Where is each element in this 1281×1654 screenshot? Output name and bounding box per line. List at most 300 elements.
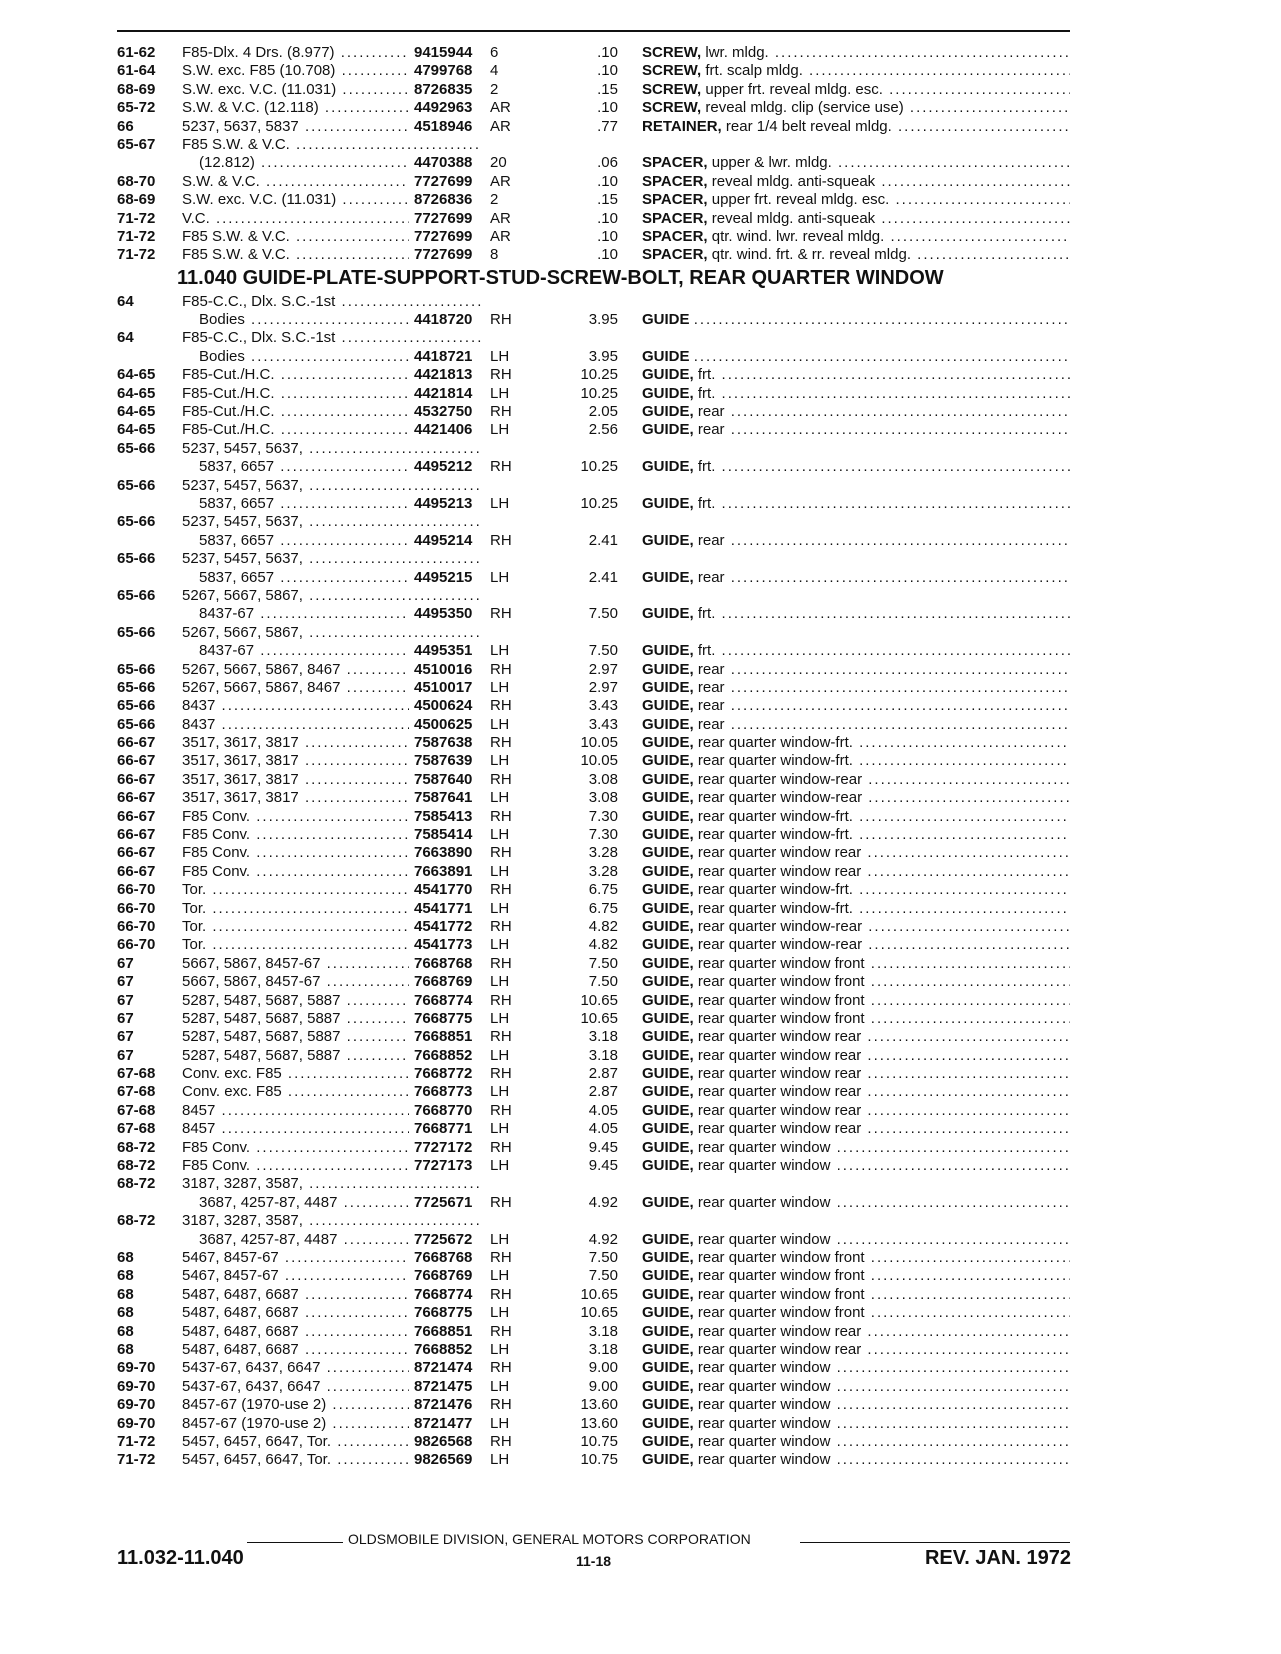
table-row <box>117 311 1072 329</box>
application: 5487, 6487, 6687 ..... <box>182 1341 482 1359</box>
application: 5267, 5667, 5867, ..... <box>182 587 482 605</box>
application: 3517, 3617, 3817 ..... <box>182 789 482 807</box>
part-number: 7668851 <box>409 1028 491 1046</box>
description <box>642 1047 1070 1065</box>
part-detail: rear quarter window rear <box>697 844 862 862</box>
model-years: 67 <box>117 973 134 991</box>
part-name: SCREW, <box>642 44 702 61</box>
application: 8457 ..... <box>182 1120 482 1138</box>
description <box>642 992 1070 1010</box>
part-number: 7668771 <box>409 1120 491 1138</box>
table-row <box>117 550 1072 568</box>
quantity: RH <box>490 403 512 421</box>
table-row <box>117 955 1072 973</box>
part-name: GUIDE, <box>642 1083 694 1101</box>
part-detail: reveal mldg. anti-squeak <box>711 172 876 190</box>
part-detail: rear <box>697 531 725 549</box>
application: 8437-67 ..... <box>199 642 482 660</box>
price: .10 <box>597 99 618 117</box>
part-number: 7727699 <box>409 246 491 264</box>
table-row <box>117 992 1072 1010</box>
parts-list <box>117 44 1072 1470</box>
quantity: RH <box>490 531 512 549</box>
footer-rule-left <box>247 1542 343 1543</box>
model-years: 68 <box>117 1304 134 1322</box>
description <box>642 118 1070 136</box>
part-detail: rear <box>697 421 725 439</box>
part-number: 4500625 <box>409 716 491 734</box>
quantity: 2 <box>490 191 499 209</box>
part-number: 4495350 <box>409 605 491 623</box>
application: 5237, 5457, 5637, ..... <box>182 477 482 495</box>
description <box>642 154 1070 172</box>
model-years: 65-66 <box>117 660 156 678</box>
application: S.W. exc. F85 (10.708) ..... <box>182 62 482 80</box>
price: 4.92 <box>588 1230 618 1248</box>
description <box>642 99 1070 117</box>
part-name: GUIDE, <box>642 1230 694 1248</box>
top-rule <box>117 30 1070 32</box>
price: 3.08 <box>588 789 618 807</box>
part-name: GUIDE, <box>642 734 694 752</box>
application: 3517, 3617, 3817 ..... <box>182 734 482 752</box>
part-detail: rear <box>697 568 725 586</box>
part-number: 4495214 <box>409 532 491 550</box>
price: 7.50 <box>588 973 618 991</box>
part-name: GUIDE, <box>642 807 694 825</box>
application: 5237, 5457, 5637, ..... <box>182 550 482 568</box>
price: 10.25 <box>580 494 618 512</box>
description <box>642 1065 1070 1083</box>
model-years: 68-72 <box>117 1212 156 1230</box>
application: F85 Conv. ..... <box>182 1139 482 1157</box>
description <box>642 734 1070 752</box>
table-row <box>117 716 1072 734</box>
model-years: 66 <box>117 117 134 135</box>
part-detail: frt. <box>697 642 716 660</box>
quantity: RH <box>490 605 512 623</box>
table-row <box>117 642 1072 660</box>
model-years: 66-70 <box>117 899 156 917</box>
part-number: 7587638 <box>409 734 491 752</box>
quantity: RH <box>490 1396 512 1414</box>
price: 2.87 <box>588 1083 618 1101</box>
price: 7.50 <box>588 642 618 660</box>
part-name: GUIDE, <box>642 954 694 972</box>
table-row <box>117 329 1072 347</box>
table-row <box>117 1047 1072 1065</box>
part-number: 7727699 <box>409 228 491 246</box>
application: 5667, 5867, 8457-67 ..... <box>182 973 482 991</box>
part-detail: rear quarter window <box>697 1359 831 1377</box>
price: 10.75 <box>580 1451 618 1469</box>
part-number: 7668769 <box>409 1267 491 1285</box>
price: 10.75 <box>580 1432 618 1450</box>
table-row <box>117 1065 1072 1083</box>
price: .15 <box>597 80 618 98</box>
application: F85-Cut./H.C. ..... <box>182 366 482 384</box>
part-name: GUIDE, <box>642 789 694 807</box>
quantity: RH <box>490 844 512 862</box>
part-detail: rear quarter window-rear <box>697 789 863 807</box>
application: F85 Conv. ..... <box>182 1157 482 1175</box>
part-name: SCREW, <box>642 80 702 98</box>
table-row <box>117 1304 1072 1322</box>
quantity: RH <box>490 1432 512 1450</box>
price: 6.75 <box>588 881 618 899</box>
quantity: AR <box>490 172 511 190</box>
part-detail: rear quarter window <box>697 1138 831 1156</box>
description <box>642 1433 1070 1451</box>
quantity: RH <box>490 660 512 678</box>
table-row <box>117 458 1072 476</box>
model-years: 64-65 <box>117 421 156 439</box>
application: F85-C.C., Dlx. S.C.-1st ..... <box>182 329 482 347</box>
price: 4.82 <box>588 917 618 935</box>
table-row <box>117 366 1072 384</box>
part-number: 4495351 <box>409 642 491 660</box>
quantity: RH <box>490 1065 512 1083</box>
description <box>642 532 1070 550</box>
application: 5457, 6457, 6647, Tor. ..... <box>182 1433 482 1451</box>
price: 4.82 <box>588 936 618 954</box>
part-number: 7725671 <box>409 1194 491 1212</box>
description <box>642 569 1070 587</box>
application: S.W. exc. V.C. (11.031) ..... <box>182 191 482 209</box>
quantity: LH <box>490 1230 510 1248</box>
quantity: RH <box>490 807 512 825</box>
table-row <box>117 844 1072 862</box>
quantity: RH <box>490 991 512 1009</box>
model-years: 67-68 <box>117 1101 156 1119</box>
table-row <box>117 771 1072 789</box>
part-name: GUIDE, <box>642 1120 694 1138</box>
part-number: 7725672 <box>409 1231 491 1249</box>
part-detail: rear quarter window rear <box>697 1046 862 1064</box>
application: 5267, 5667, 5867, 8467 ..... <box>182 679 482 697</box>
model-years: 69-70 <box>117 1414 156 1432</box>
part-number: 9826569 <box>409 1451 491 1469</box>
description <box>642 1451 1070 1469</box>
part-number: 7668768 <box>409 955 491 973</box>
description <box>642 1157 1070 1175</box>
application: Tor. ..... <box>182 918 482 936</box>
part-detail: rear quarter window-rear <box>697 770 863 788</box>
table-row <box>117 1139 1072 1157</box>
quantity: 2 <box>490 80 499 98</box>
price: 10.05 <box>580 752 618 770</box>
application: F85-Cut./H.C. ..... <box>182 385 482 403</box>
table-row <box>117 1286 1072 1304</box>
footer-rule-right <box>800 1542 1070 1543</box>
part-name: GUIDE, <box>642 1028 694 1046</box>
quantity: LH <box>490 1340 510 1358</box>
model-years: 66-70 <box>117 881 156 899</box>
description <box>642 1341 1070 1359</box>
part-detail: reveal mldg. anti-squeak <box>711 209 876 227</box>
application: Conv. exc. F85 ..... <box>182 1065 482 1083</box>
part-number: 4799768 <box>409 62 491 80</box>
application: 5237, 5457, 5637, ..... <box>182 513 482 531</box>
quantity: LH <box>490 1451 510 1469</box>
part-name: GUIDE, <box>642 660 694 678</box>
part-name: SCREW, <box>642 99 702 117</box>
description <box>642 44 1070 62</box>
part-name: GUIDE, <box>642 366 694 384</box>
description <box>642 403 1070 421</box>
quantity: AR <box>490 227 511 245</box>
application: F85 S.W. & V.C. ..... <box>182 136 482 154</box>
table-row <box>117 81 1072 99</box>
model-years: 65-66 <box>117 586 156 604</box>
application: F85-Cut./H.C. ..... <box>182 421 482 439</box>
table-row <box>117 1120 1072 1138</box>
quantity: LH <box>490 936 510 954</box>
part-number: 9415944 <box>409 44 491 62</box>
application: 5267, 5667, 5867, 8467 ..... <box>182 661 482 679</box>
application: 5237, 5457, 5637, ..... <box>182 440 482 458</box>
model-years: 66-67 <box>117 844 156 862</box>
price: 13.60 <box>580 1414 618 1432</box>
part-name: GUIDE, <box>642 1340 694 1358</box>
part-name: GUIDE, <box>642 917 694 935</box>
application: Bodies ..... <box>199 348 482 366</box>
part-number: 4421814 <box>409 385 491 403</box>
price: 7.50 <box>588 954 618 972</box>
quantity: LH <box>490 1083 510 1101</box>
description <box>642 1231 1070 1249</box>
price: .10 <box>597 44 618 61</box>
description <box>642 1396 1070 1414</box>
price: 10.25 <box>580 366 618 384</box>
application: 8437 ..... <box>182 716 482 734</box>
part-number: 4518946 <box>409 118 491 136</box>
table-row <box>117 513 1072 531</box>
model-years: 64-65 <box>117 384 156 402</box>
model-years: 71-72 <box>117 227 156 245</box>
model-years: 68 <box>117 1340 134 1358</box>
table-row <box>117 62 1072 80</box>
application: 5837, 6657 ..... <box>199 458 482 476</box>
table-row <box>117 1157 1072 1175</box>
part-number: 7585413 <box>409 808 491 826</box>
description <box>642 495 1070 513</box>
description <box>642 311 1070 329</box>
table-row <box>117 789 1072 807</box>
price: 10.05 <box>580 734 618 752</box>
quantity: LH <box>490 1267 510 1285</box>
price: 2.41 <box>588 568 618 586</box>
part-detail: rear quarter window <box>697 1230 831 1248</box>
application: F85 Conv. ..... <box>182 808 482 826</box>
table-row <box>117 1341 1072 1359</box>
part-number: 8721477 <box>409 1415 491 1433</box>
parts-group-quarter-window <box>117 293 1072 1470</box>
part-detail: lwr. mldg. <box>705 44 769 61</box>
quantity: RH <box>490 458 512 476</box>
quantity: LH <box>490 1414 510 1432</box>
description <box>642 1359 1070 1377</box>
quantity: 20 <box>490 154 507 172</box>
model-years: 68-69 <box>117 191 156 209</box>
part-number: 7668772 <box>409 1065 491 1083</box>
application: 5487, 6487, 6687 ..... <box>182 1323 482 1341</box>
quantity: AR <box>490 209 511 227</box>
model-years: 68 <box>117 1285 134 1303</box>
table-row <box>117 440 1072 458</box>
model-years: 66-67 <box>117 807 156 825</box>
application: 8437-67 ..... <box>199 605 482 623</box>
description <box>642 808 1070 826</box>
model-years: 68-72 <box>117 1175 156 1193</box>
parts-group-mouldings <box>117 44 1072 265</box>
table-row <box>117 863 1072 881</box>
model-years: 65-66 <box>117 697 156 715</box>
part-number: 7585414 <box>409 826 491 844</box>
part-number: 4495212 <box>409 458 491 476</box>
part-number: 7663891 <box>409 863 491 881</box>
application: F85 S.W. & V.C. ..... <box>182 228 482 246</box>
table-row <box>117 403 1072 421</box>
price: 3.08 <box>588 770 618 788</box>
part-number: 4510017 <box>409 679 491 697</box>
model-years: 66-67 <box>117 862 156 880</box>
quantity: LH <box>490 789 510 807</box>
quantity: RH <box>490 1285 512 1303</box>
model-years: 66-70 <box>117 917 156 935</box>
part-detail: rear quarter window rear <box>697 1028 862 1046</box>
part-name: GUIDE, <box>642 1285 694 1303</box>
model-years: 68-72 <box>117 1157 156 1175</box>
part-detail: upper frt. reveal mldg. esc. <box>705 80 883 98</box>
quantity: RH <box>490 1193 512 1211</box>
table-row <box>117 348 1072 366</box>
model-years: 65-66 <box>117 623 156 641</box>
price: 2.41 <box>588 531 618 549</box>
table-row <box>117 808 1072 826</box>
description <box>642 246 1070 264</box>
quantity: LH <box>490 752 510 770</box>
price: 7.30 <box>588 826 618 844</box>
model-years: 64 <box>117 292 134 310</box>
application: 3187, 3287, 3587, ..... <box>182 1212 482 1230</box>
application: S.W. & V.C. (12.118) ..... <box>182 99 482 117</box>
part-name: GUIDE, <box>642 1009 694 1027</box>
quantity: LH <box>490 678 510 696</box>
footer-division: OLDSMOBILE DIVISION, GENERAL MOTORS CORPORATION <box>348 1531 751 1547</box>
part-detail: upper & lwr. mldg. <box>711 154 832 172</box>
model-years: 68 <box>117 1267 134 1285</box>
description <box>642 348 1070 366</box>
part-detail: rear quarter window rear <box>697 1101 862 1119</box>
application: 5287, 5487, 5687, 5887 ..... <box>182 1028 482 1046</box>
price: .10 <box>597 246 618 264</box>
part-number: 4500624 <box>409 697 491 715</box>
part-number: 4470388 <box>409 154 491 172</box>
model-years: 65-66 <box>117 476 156 494</box>
description <box>642 1286 1070 1304</box>
part-name: GUIDE, <box>642 770 694 788</box>
table-row <box>117 246 1072 264</box>
part-detail: rear quarter window <box>697 1377 831 1395</box>
table-row <box>117 1323 1072 1341</box>
model-years: 67 <box>117 1009 134 1027</box>
table-row <box>117 477 1072 495</box>
model-years: 65-66 <box>117 550 156 568</box>
description <box>642 605 1070 623</box>
part-name: GUIDE, <box>642 881 694 899</box>
price: .77 <box>597 117 618 135</box>
quantity: RH <box>490 770 512 788</box>
footer-page-number: 11-18 <box>576 1553 612 1569</box>
quantity: RH <box>490 881 512 899</box>
model-years: 68-70 <box>117 172 156 190</box>
part-name: SPACER, <box>642 209 708 227</box>
model-years: 67-68 <box>117 1120 156 1138</box>
model-years: 69-70 <box>117 1396 156 1414</box>
part-name: GUIDE, <box>642 494 694 512</box>
application: F85 Conv. ..... <box>182 844 482 862</box>
application: Tor. ..... <box>182 881 482 899</box>
part-detail: rear quarter window <box>697 1414 831 1432</box>
application: 5457, 6457, 6647, Tor. ..... <box>182 1451 482 1469</box>
quantity: LH <box>490 494 510 512</box>
price: 2.87 <box>588 1065 618 1083</box>
part-number: 4421406 <box>409 421 491 439</box>
quantity: RH <box>490 311 512 329</box>
quantity: 6 <box>490 44 499 61</box>
description <box>642 679 1070 697</box>
table-row <box>117 752 1072 770</box>
table-row <box>117 1249 1072 1267</box>
part-number: 7668773 <box>409 1083 491 1101</box>
table-row <box>117 1415 1072 1433</box>
part-name: GUIDE, <box>642 1451 694 1469</box>
application: F85 Conv. ..... <box>182 826 482 844</box>
part-name: SPACER, <box>642 191 708 209</box>
table-row <box>117 881 1072 899</box>
description <box>642 918 1070 936</box>
part-name: RETAINER, <box>642 117 722 135</box>
description <box>642 1323 1070 1341</box>
application: 5467, 8457-67 ..... <box>182 1249 482 1267</box>
part-number: 4495213 <box>409 495 491 513</box>
description <box>642 752 1070 770</box>
application: 5487, 6487, 6687 ..... <box>182 1304 482 1322</box>
part-number: 4418721 <box>409 348 491 366</box>
part-number: 7668768 <box>409 1249 491 1267</box>
part-name: SCREW, <box>642 62 702 80</box>
part-detail: rear quarter window-frt. <box>697 899 853 917</box>
application: 8457-67 (1970-use 2) ..... <box>182 1396 482 1414</box>
application: 8437 ..... <box>182 697 482 715</box>
part-detail: rear quarter window-frt. <box>697 752 853 770</box>
part-number: 4541771 <box>409 900 491 918</box>
price: .15 <box>597 191 618 209</box>
model-years: 69-70 <box>117 1359 156 1377</box>
part-name: GUIDE, <box>642 458 694 476</box>
part-number: 7668769 <box>409 973 491 991</box>
price: 10.65 <box>580 1009 618 1027</box>
price: 3.43 <box>588 715 618 733</box>
application: 5287, 5487, 5687, 5887 ..... <box>182 1010 482 1028</box>
table-row <box>117 136 1072 154</box>
quantity: LH <box>490 568 510 586</box>
description <box>642 1194 1070 1212</box>
table-row <box>117 587 1072 605</box>
description <box>642 1267 1070 1285</box>
part-detail: frt. <box>697 494 716 512</box>
